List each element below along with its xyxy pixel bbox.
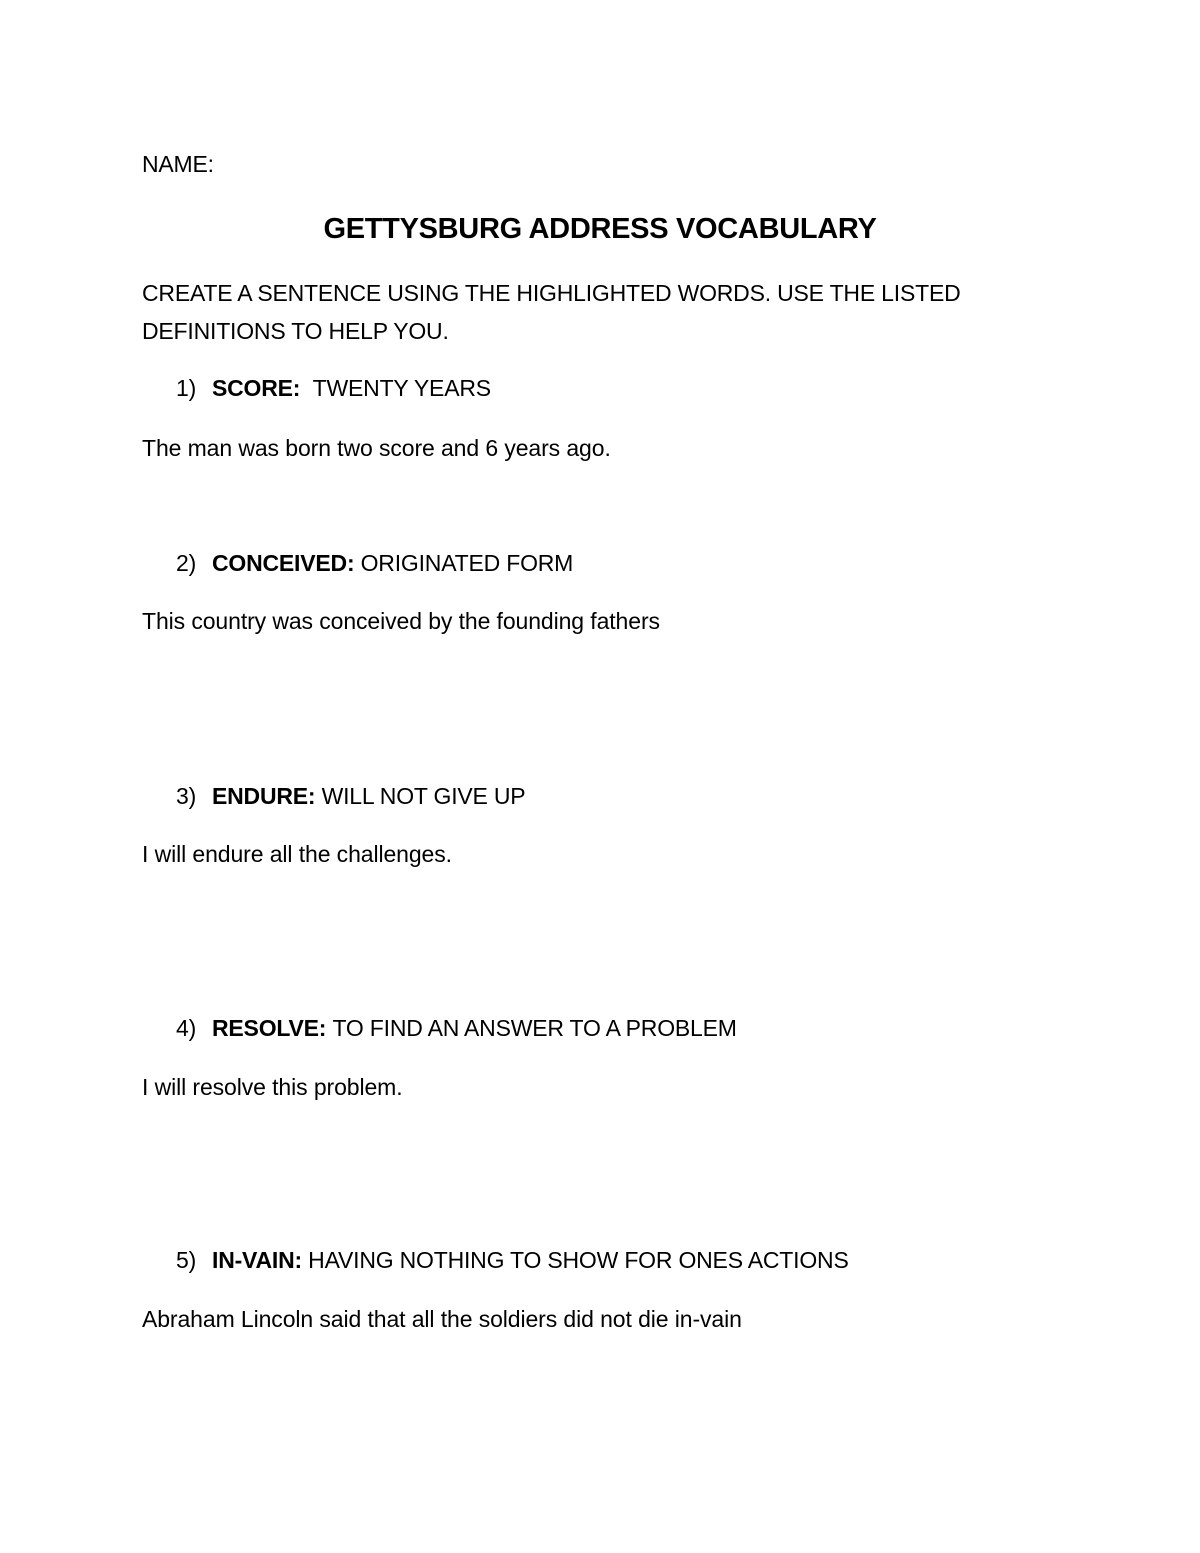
vocab-definition: HAVING NOTHING TO SHOW FOR ONES ACTIONS	[308, 1247, 849, 1273]
name-label: NAME:	[142, 151, 214, 177]
vocab-sentence-1: The man was born two score and 6 years ago.	[142, 435, 611, 461]
item-number: 1)	[176, 375, 197, 401]
instructions-line-2: DEFINITIONS TO HELP YOU.	[142, 318, 449, 344]
page-title: GETTYSBURG ADDRESS VOCABULARY	[323, 213, 877, 245]
vocab-term: ENDURE:	[212, 783, 316, 809]
vocab-item-5	[176, 1246, 849, 1274]
item-number: 5)	[176, 1247, 197, 1273]
item-number: 4)	[176, 1015, 197, 1041]
vocab-definition: TO FIND AN ANSWER TO A PROBLEM	[332, 1015, 737, 1041]
vocab-sentence-4: I will resolve this problem.	[142, 1074, 403, 1100]
vocab-item-1	[176, 374, 491, 402]
vocab-item-3	[176, 782, 525, 810]
vocab-term: RESOLVE:	[212, 1015, 327, 1041]
vocab-item-4	[176, 1014, 737, 1042]
vocab-term: CONCEIVED:	[212, 550, 355, 576]
instructions-line-1: CREATE A SENTENCE USING THE HIGHLIGHTED WORDS. USE THE LISTED	[142, 280, 961, 306]
vocab-sentence-5: Abraham Lincoln said that all the soldiers did not die in-vain	[142, 1306, 742, 1332]
vocab-sentence-2: This country was conceived by the founding fathers	[142, 608, 660, 634]
vocab-definition: TWENTY YEARS	[312, 375, 491, 401]
vocab-definition: WILL NOT GIVE UP	[321, 783, 526, 809]
vocab-definition: ORIGINATED FORM	[360, 550, 574, 576]
item-number: 3)	[176, 783, 197, 809]
vocab-item-2	[176, 549, 573, 577]
vocab-term: IN-VAIN:	[212, 1247, 302, 1273]
vocab-sentence-3: I will endure all the challenges.	[142, 841, 452, 867]
vocab-term: SCORE:	[212, 375, 301, 401]
item-number: 2)	[176, 550, 197, 576]
